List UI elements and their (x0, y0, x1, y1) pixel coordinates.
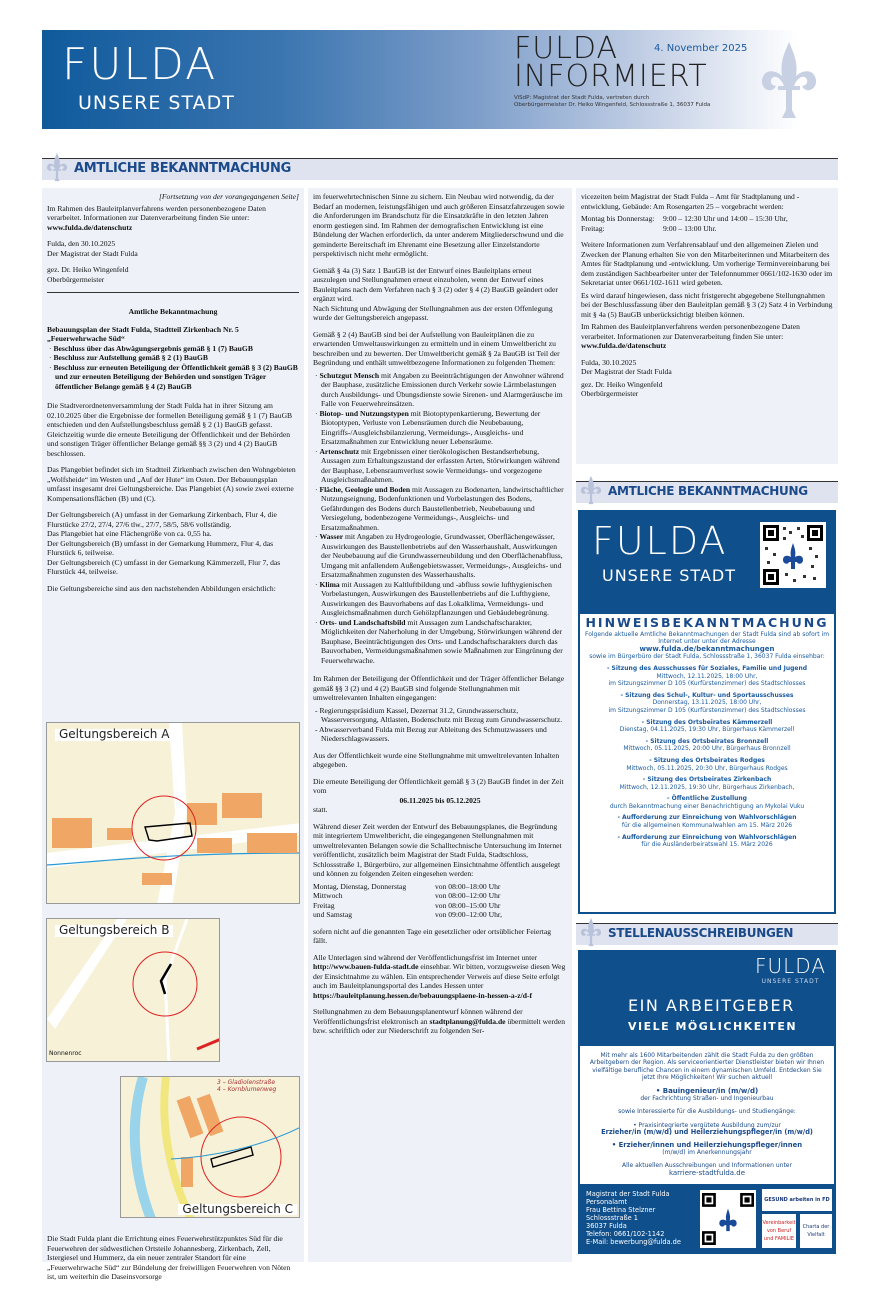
hinweis-intro: Folgende aktuelle Amtliche Bekanntmachungen der Stadt Fulda sind ab sofort im Internet unter unter der Adresse www.fulda.de/bekanntmachungen sowie im Bürgerbüro der Stadt Fulda, Schlossstraße 1, 36037 Fulda einsehbar: (584, 630, 830, 661)
paragraph: Weitere Informationen zum Verfahrensablauf und den allgemeinen Zielen und Zwecken der Planung erhalten Sie von den Mitarbeiterinnen und Mitarbeitern des Amtes für Stadtplanung und -entwicklung. Um vorherige Terminvereinbarung bei dem zuständigen Sachbearbeiter unter der Telefonnummer 0661/102-1630 oder im Sekretariat unter 0661/102-1611 wird gebeten. (581, 240, 833, 287)
map-label: Geltungsbereich A (55, 729, 173, 741)
privacy-link[interactable]: www.fulda.de/datenschutz (581, 341, 667, 350)
hinweis-item: - Sitzung des Ortsbeirates Bronnzell Mittwoch, 05.11.2025, 20:00 Uhr, Bürgerhaus Bronnzell (623, 737, 791, 753)
map-label: Geltungsbereich B (55, 925, 173, 937)
title-line2: INFORMIERT (514, 59, 708, 94)
map-a-drawing (47, 723, 300, 904)
hinweis-item: - Aufforderung zur Einreichung von Wahlvorschlägen für die allgemeinen Kommunalwahlen am 15. März 2026 (617, 814, 797, 830)
map-place-label: Nonnenroc (49, 1049, 82, 1057)
topic-item: · Fläche, Geologie und Boden mit Aussagen zu Bodenarten, landwirtschaftlicher Nutzungseignung, Bodenfunktionen und Vorbelastungen des Bodens, Gefährdungen des Bodens durch Baustellenbetrieb, Neubebauung und Versiegelung, bodenbezogene Vermeidungs-, Ausgleichs- und Ersatzmaßnahmen. (315, 484, 564, 532)
map-street-legend: 3 – Gladiolenstraße 4 – Kornblumenweg (217, 1079, 277, 1093)
topic-item: · Schutzgut Mensch mit Angaben zu Beeinträchtigungen der Anwohner während der Bauphase, zusätzliche Emissionen durch Verkehr sowie Lärmbelastungen durch Ausbildungs- und Übungsdienste sowie Sirenen- und Alarmgeräusche im Falle von Feuerwehreinsätzen. (315, 370, 564, 408)
job-also: sowie Interessierte für die Ausbildungs- und Studiengänge: (618, 1108, 796, 1116)
plan-title: Bebauungsplan der Stadt Fulda, Stadtteil Zirkenbach Nr. 5 „Feuerwehrwache Süd“ (47, 324, 239, 343)
paragraph: Der Geltungsbereich (A) umfasst in der Gemarkung Zirkenbach, Flur 4, die Flurstücke 27/2, 27/4, 27/6 tlw., 27/7, 58/5, 58/6 vollständig. Das Plangebiet hat eine Flächengröße von ca. 0,55 ha. Der Geltungsbereich (B) umfasst in der Gemarkung Hummerz, Flur 4, das Flurstück 6, teilweise. Der Geltungsbereich (C) umfasst in der Gemarkung Kämmerzell, Flur 7, das Flurstück 44, teilweise. (47, 510, 281, 576)
paragraph: Die erneute Beteiligung der Öffentlichkeit gemäß § 3 (2) BauGB findet in der Zeit vom (313, 776, 564, 795)
badge-gesund-arbeiten: GESUND arbeiten in FD (762, 1189, 832, 1211)
paragraph: Während dieser Zeit werden der Entwurf des Bebauungsplanes, die Begründung mit integriertem Umweltbericht, die eingegangenen Stellungnahmen mit umweltrelevanten Belangen sowie die Schalltechnische Untersuchung im Internet veröffentlicht, zusätzlich beim Magistrat der Stadt Fulda, Stadtschloss, Schlossstraße 1, Bürgerbüro, zur allgemeinen Einsichtnahme öffentlich ausgelegt und können zu folgenden Zeiten eingesehen werden: (313, 821, 562, 878)
title-line1: FULDA (514, 31, 619, 66)
signature-block: Fulda, 30.10.2025 Der Magistrat der Stadt Fulda (581, 357, 672, 376)
contact-email[interactable]: E-Mail: bewerbung@fulda.de (586, 1238, 681, 1246)
hinweis-item: - Aufforderung zur Einreichung von Wahlvorschlägen für die Ausländerbeiratswahl 15. März 2026 (617, 833, 797, 849)
qr-code-icon (763, 525, 823, 585)
hinweis-title: HINWEISBEKANNTMACHUNG (585, 615, 829, 630)
hinweis-item: - Sitzung des Ortsbeirates Kämmerzell Dienstag, 04.11.2025, 19:30 Uhr, Bürgerhaus Kämmerzell (619, 718, 795, 734)
job-outro: Alle aktuellen Ausschreibungen und Informationen unter karriere-stadtfulda.de (622, 1162, 792, 1177)
hinweis-banner (578, 510, 836, 614)
privacy-link[interactable]: www.fulda.de/datenschutz (47, 222, 133, 232)
hinweis-item: - Sitzung des Ausschusses für Soziales, Familie und Jugend Mittwoch, 12.11.2025, 18:00 Uhr, im Sitzungszimmer D 105 (Kurfürstenzimmer) des Stadtschlosses (606, 664, 808, 688)
map-geltungsbereich-c (120, 1076, 300, 1218)
topic-item: · Wasser mit Angaben zu Hydrogeologie, Grundwasser, Oberflächengewässer, Auswirkungen des Baustellenbetriebs auf den Wasserhaushalt, Auswirkungen der Neubebauung auf die Grundwasserneubildung und den Oberflächenabfluss, Umgang mit anfallendem Außengebietswasser, Vermeidungs-, Ausgleichs- und Ersatzmaßnahmen zugunsten des Wasserhaushalts. (315, 532, 563, 579)
topic-item: · Klima mit Aussagen zu Kaltluftbildung und -abfluss sowie lufthygienischen Vorbelastungen, Auswirkungen des Baustellenbetriebs auf die Lufthygiene, Auswirkungen des Bauvorhabens auf das Lokalklima, Vermeidungs- und Ausgleichsmaßnahmen durch Gehölzpflanzungen und Gebäudebegrünung. (315, 579, 552, 617)
bekanntmachungen-link[interactable]: www.fulda.de/bekanntmachungen (639, 644, 775, 653)
signature-name-block (47, 265, 299, 284)
job-position: • Erzieher/innen und Heilerziehungspfleger/innen (m/w/d) im Anerkennungsjahr (611, 1140, 803, 1157)
notice-heading: Amtliche Bekanntmachung (128, 307, 218, 316)
sig-org: Der Magistrat der Stadt Fulda (47, 248, 138, 258)
paragraph: im feuerwehrtechnischen Sinne zu sichern. Ein Neubau wird notwendig, da der Bedarf an modernen, leistungsfähigen und auch größeren Einsatzfahrzeugen sowie die Anforderungen im Brandschutz für die Einsatzkräfte in den letzten Jahren enorm gestiegen sind. Im Rahmen der demografischen Entwicklung ist eine Bündelung der Wachen erforderlich, da unter anderem Mitgliederschwund und die geminderte Bereitschaft im Ehrenamt eine Besetzung aller Einzelstandorte perspektivisch nicht mehr ermöglicht. (313, 192, 565, 258)
publication-title (514, 31, 748, 109)
fulda-logo (62, 39, 235, 114)
job-headline-2: VIELE MÖGLICHKEITEN (628, 1020, 798, 1033)
sig-role: Oberbürgermeister (47, 274, 105, 284)
hinweis-content (578, 614, 836, 914)
job-advertisement (576, 950, 838, 1262)
fulda-logo: FULDA UNSERE STADT (592, 519, 736, 585)
job-headline-1: EIN ARBEITGEBER (628, 996, 795, 1015)
section-title: AMTLICHE BEKANNTMACHUNG (74, 161, 291, 176)
paragraph: Es wird darauf hingewiesen, dass nicht fristgerecht abgegebene Stellungnahmen bei der Beschlussfassung über den Bauleitplan gemäß § 3 (2) Satz 4 in Verbindung mit § 4a (5) BauGB unberücksichtigt bleiben können. (581, 290, 833, 319)
paragraph: Alle Unterlagen sind während der Veröffentlichungsfrist im Internet unter http://www.bauen-fulda-stadt.de einsehbar. Wir bitten, vorzugsweise diesen Weg der Einsichtnahme zu wählen. Ein entsprechender Verweis auf diese Seite erfolgt auch im Bauleitplanungsportal des Landes Hessen unter https://bauleitplanung.hessen.de/bebauungsplaene-in-hessen-a-z/d-f (313, 952, 566, 1000)
privacy-paragraph (47, 204, 299, 233)
paragraph: Das Plangebiet befindet sich im Stadtteil Zirkenbach zwischen den Wohngebieten „Wolfsheide“ im Westen und „Auf der Hute“ im Osten. Der Bebauungsplan umfasst insgesamt drei Geltungsbereiche. Das Plangebiet (A) sowie zwei externe Kompensationsflächen (B) und (C). (47, 465, 296, 503)
statement-item: - Regierungspräsidium Kassel, Dezernat 31.2, Grundwasserschutz, Wasserversorgung, Altlasten, Bodenschutz mit Bezug zum Grundwasserschutz. (315, 705, 563, 724)
paragraph: sofern nicht auf die genannten Tage ein gesetzlicher oder ortsüblicher Feiertag fällt. (313, 926, 552, 945)
paragraph: Aus der Öffentlichkeit wurde eine Stellungnahme mit umweltrelevanten Inhalten abgegeben. (313, 750, 560, 769)
job-description (578, 1046, 836, 1184)
opening-hours-table: Montag, Dienstag, Donnerstag von 08:00–18:00 Uhr Mittwoch von 08:00–12:00 Uhr Freitag von 08:00–15:00 Uhr und Samstag von 09:00–12:00 Uhr, (313, 881, 502, 919)
fleur-de-lis-icon (578, 916, 604, 948)
signature-block (47, 239, 299, 258)
masthead (42, 30, 838, 129)
qr-code[interactable] (760, 522, 826, 588)
hinweis-item: - Sitzung des Schul-, Kultur- und Sportausschusses Donnerstag, 13.11.2025, 18:00 Uhr, im Sitzungszimmer D 105 (Kurfürstenzimmer) des Stadtschlosses (608, 691, 806, 714)
visdp-line1: ViSdP: Magistrat der Stadt Fulda, vertreten durch (514, 95, 650, 101)
section-title: AMTLICHE BEKANNTMACHUNG (608, 484, 808, 498)
topic-item: · Orts- und Landschaftsbild mit Aussagen zum Landschaftscharakter, Möglichkeiten der Naherholung in der Umgebung, Störwirkungen während der Bauphase, Beeinträchtigungen des Orts- und Landschaftscharakters durch das Bauvorhaben, Vermeidungsmaßnahmen sowie Maßnahmen zur Eingrünung der Feuerwehrwache. (315, 617, 563, 665)
logo-main: FULDA (62, 39, 218, 90)
statement-item: - Abwasserverband Fulda mit Bezug zur Ableitung des Schmutzwassers und Niederschlagswassers. (315, 724, 547, 743)
career-link[interactable]: karriere-stadtfulda.de (668, 1168, 746, 1177)
fleur-de-lis-icon (44, 151, 70, 183)
badge-charta-vielfalt: Charta der Vielfalt (800, 1214, 832, 1248)
newspaper-page (42, 30, 838, 1281)
divider (47, 292, 299, 293)
job-intro: Mit mehr als 1600 Mitarbeitenden zählt die Stadt Fulda zu den größten Arbeitgebern der Region. Als serviceorientierter Dienstleister bieten wir Ihnen vielfältige berufliche Chancen in einem dynamischen Umfeld. Entdecken Sie jetzt Ihre Möglichkeiten! Wir suchen aktuell (589, 1052, 825, 1082)
qr-code-icon (702, 1192, 754, 1246)
badge-beruf-familie: Vereinbarkeit von Beruf und FAMILIE (762, 1214, 796, 1248)
hinweis-item: - Öffentliche Zustellung durch Bekanntmachung einer Benachrichtigung an Mykolai Vuku (609, 795, 805, 810)
resolution-item: · Beschluss zur erneuten Beteiligung der Öffentlichkeit gemäß § 3 (2) BauGB und zur erneuten Beteiligung der Behörden und sonstigen Träger öffentlicher Belange gemäß § 4 (2) BauGB (49, 362, 298, 391)
paragraph: Gemäß § 4a (3) Satz 1 BauGB ist der Entwurf eines Bauleitplans erneut auszulegen und Stellungnahmen erneut einzuholen, wenn der Entwurf eines Bauleitplans nach dem Verfahren nach § 3 (2) oder § 4 (2) BauGB geändert oder ergänzt wird. Nach Sichtung und Abwägung der Stellungnahmen aus der ersten Offenlegung wurde der Geltungsbereich angepasst. (313, 265, 558, 322)
paragraph: Die Stadtverordnetenversammlung der Stadt Fulda hat in ihrer Sitzung am 02.10.2025 über die Ergebnisse der formellen Beteiligung gemäß § 1 (7) BauGB entschieden und den Aufstellungsbeschluss gemäß § 2 (1) BauGB gefasst. Gleichzeitig wurde die erneute Beteiligung der Öffentlichkeit und der Behörden und sonstigen Träger öffentlicher Belange gemäß §§ 3 (2) und 4 (2) BauGB beschlossen. (47, 401, 293, 458)
topic-item: · Artenschutz mit Ergebnissen einer tierökologischen Bestandserhebung, Aussagen zum Erhaltungszustand der erfassten Arten, Störwirkungen während der Bauphase, Lebensraumverlust sowie Vermeidungs- und vorgezogene Ausgleichsmaßnahmen. (315, 446, 560, 484)
sig-name: gez. Dr. Heiko Wingenfeld (47, 265, 129, 274)
map-geltungsbereich-a (46, 722, 300, 904)
paragraph: statt. (313, 805, 328, 814)
column-1 (42, 188, 304, 1281)
service-hours-table: Montag bis Donnerstag: 9:00 – 12:30 Uhr und 14:00 – 15:30 Uhr, Freitag: 9:00 – 13:00 Uhr. (581, 214, 788, 233)
bauen-link[interactable]: http://www.bauen-fulda-stadt.de (313, 962, 419, 971)
continuation-note: [Fortsetzung von der vorangegangenen Seite] (158, 192, 299, 201)
paragraph: vicezeiten beim Magistrat der Stadt Fulda – Amt für Stadtplanung und -entwicklung, Gebäude: Am Rosengarten 25 – vorgebracht werden: (581, 192, 800, 211)
fleur-de-lis-icon (578, 474, 604, 506)
map-label: Geltungsbereich C (178, 1204, 297, 1216)
issue-date: 4. November 2025 (654, 43, 748, 54)
section-header-amtliche (42, 158, 838, 180)
paragraph: Stellungnahmen zu dem Bebauungsplanentwurf können während der Veröffentlichungsfrist elektronisch an stadtplanung@fulda.de übermittelt werden bzw. schriftlich oder zur Niederschrift zu folgenden Ser- (313, 1007, 566, 1035)
logo-sub: UNSERE STADT (78, 92, 235, 114)
section-title: STELLENAUSSCHREIBUNGEN (608, 926, 794, 940)
fleur-de-lis-icon (754, 40, 824, 120)
column-3 (576, 188, 838, 464)
topic-item: · Biotop- und Nutzungstypen mit Biotoptypenkartierung, Bewertung der Biotoptypen, Verluste von Lebensräumen durch die Neubebauung, Eingriffs-/Ausgleichsbilanzierung, Vermeidungs-, Ausgleichs- und Ersatzmaßnahmen zur Entwicklung neuer Lebensräume. (315, 408, 541, 446)
sig-date: Fulda, den 30.10.2025 (47, 239, 116, 248)
signature-name-block: gez. Dr. Heiko Wingenfeld Oberbürgermeister (581, 379, 663, 398)
paragraph: Gemäß § 2 (4) BauGB sind bei der Aufstellung von Bauleitplänen die zu erwartenden Umweltauswirkungen zu ermitteln und in einem Umweltbericht zu beschreiben und zu bewerten. Der Umweltbericht gemäß § 2a BauGB ist Teil der Begründung und enthält umweltbezogene Informationen zu folgenden Themen: (313, 329, 560, 367)
qr-code[interactable] (700, 1190, 756, 1248)
paragraph: Die Geltungsbereiche sind aus den nachstehenden Abbildungen ersichtlich: (47, 583, 276, 593)
privacy-text: Im Rahmen des Bauleitplanverfahrens werden personenbezogene Daten verarbeitet. Informationen zur Datenverarbeitung finden Sie unter: (47, 203, 266, 222)
bauleitplanung-link[interactable]: https://bauleitplanung.hessen.de/bebauungsplaene-in-hessen-a-z/d-f (313, 990, 532, 1000)
stadtplanung-email-link[interactable]: stadtplanung@fulda.de (429, 1016, 506, 1026)
resolution-item: · Beschluss über das Abwägungsergebnis gemäß § 1 (7) BauGB (49, 343, 253, 353)
section-header-stellen (576, 923, 838, 945)
section-header-amtliche-2 (576, 481, 838, 503)
hinweis-item: - Sitzung des Ortsbeirates Rodges Mittwoch, 05.11.2025, 20:30 Uhr, Bürgerhaus Rodges (626, 756, 788, 772)
participation-period: 06.11.2025 bis 05.12.2025 (399, 795, 481, 805)
hinweis-item: - Sitzung des Ortsbeirates Zirkenbach Mittwoch, 12.11.2025, 19:30 Uhr, Bürgerhaus Zirkenbach, (619, 776, 795, 791)
map-b-drawing (47, 919, 220, 1062)
paragraph: Im Rahmen des Bauleitplanverfahrens werden personenbezogene Daten verarbeitet. Informationen zur Datenverarbeitung finden Sie unter: www.fulda.de/datenschutz (581, 322, 800, 350)
column-2 (308, 188, 572, 1262)
job-position: • Praxisintegrierte vergütete Ausbildung zum/zur Erzieher/in (m/w/d) und Heilerziehungspfleger/in (m/w/d) (601, 1121, 813, 1137)
job-banner (578, 950, 836, 1046)
job-position: • Bauingenieur/in (m/w/d) der Fachrichtung Straßen- und Ingenieurbau (640, 1086, 774, 1103)
map-geltungsbereich-b (46, 918, 220, 1062)
visdp-line2: Oberbürgermeister Dr. Heiko Wingenfeld, Schlossstraße 1, 36037 Fulda (514, 102, 711, 108)
paragraph: Die Stadt Fulda plant die Errichtung eines Feuerwehrstützpunktes Süd für die Feuerwehren der südwestlichen Ortsteile Johannesberg, Zirkenbach, Zell, Istergiesel und Hummerz, da ein neuer zentraler Standort für eine „Feuerwehrwache Süd“ zur Bündelung der freiwilligen Feuerwehren von Nöten ist, um weiterhin die Daseinsvorsorge (47, 1234, 291, 1281)
paragraph: Im Rahmen der Beteiligung der Öffentlichkeit und der Träger öffentlicher Belange gemäß §§ 3 (2) und 4 (2) BauGB sind folgende Stellungnahmen mit umweltrelevanten Inhalten eingegangen: (313, 674, 565, 702)
map-c-drawing (121, 1077, 300, 1218)
hinweis-bekanntmachung-box (576, 510, 838, 922)
resolution-item: · Beschluss zur Aufstellung gemäß § 2 (1) BauGB (49, 353, 208, 362)
fulda-logo: FULDA UNSERE STADT (754, 954, 826, 985)
contact-lines: Magistrat der Stadt Fulda Personalamt Frau Bettina Stelzner Schlossstraße 1 36037 Fulda Telefon: 0661/102-1142 E-Mail: bewerbung@fulda.de (586, 1190, 828, 1246)
job-contact (578, 1184, 836, 1254)
